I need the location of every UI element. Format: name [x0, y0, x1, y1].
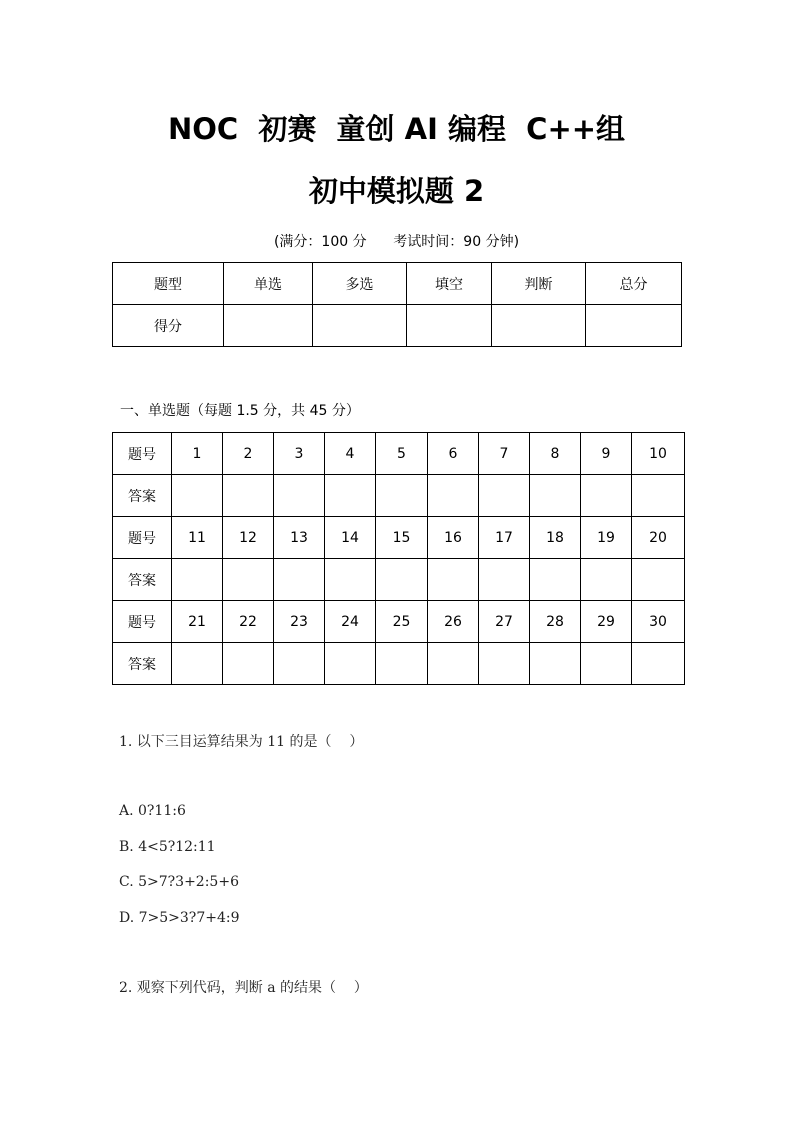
question-number-cell: 30: [632, 601, 685, 643]
question-number-cell: 10: [632, 433, 685, 475]
answer-cell: [376, 643, 428, 685]
number-label: 题号: [113, 517, 172, 559]
question-number-cell: 17: [479, 517, 530, 559]
header-cell: 题型: [113, 263, 224, 305]
answer-label: 答案: [113, 475, 172, 517]
question-1-option-a: A. 0?11:6: [119, 803, 186, 819]
answer-cell: [223, 559, 274, 601]
row-label: 得分: [113, 305, 224, 347]
answer-row: [113, 559, 685, 601]
answer-cell: [581, 643, 632, 685]
answer-cell: [581, 559, 632, 601]
question-number-cell: 4: [325, 433, 376, 475]
answer-row: [113, 475, 685, 517]
question-number-cell: 15: [376, 517, 428, 559]
document-subtitle-title: 初中模拟题 2: [308, 174, 485, 208]
score-cell: [407, 305, 492, 347]
header-cell: 多选: [313, 263, 407, 305]
question-number-cell: 20: [632, 517, 685, 559]
question-number-cell: 19: [581, 517, 632, 559]
header-cell: 填空: [407, 263, 492, 305]
answer-cell: [530, 475, 581, 517]
question-number-cell: 26: [428, 601, 479, 643]
answer-cell: [479, 643, 530, 685]
answer-cell: [632, 475, 685, 517]
question-number-cell: 13: [274, 517, 325, 559]
question-number-cell: 3: [274, 433, 325, 475]
question-number-cell: 22: [223, 601, 274, 643]
number-row: [113, 517, 685, 559]
number-row: [113, 601, 685, 643]
question-number-cell: 14: [325, 517, 376, 559]
question-number-cell: 21: [172, 601, 223, 643]
number-label: 题号: [113, 601, 172, 643]
answer-cell: [479, 559, 530, 601]
section-title: 一、单选题（每题 1.5 分，共 45 分）: [120, 403, 360, 419]
answer-cell: [274, 475, 325, 517]
score-cell: [224, 305, 313, 347]
number-label: 题号: [113, 433, 172, 475]
question-1-option-c: C. 5>7?3+2:5+6: [119, 874, 239, 890]
exam-info: (满分：100 分 考试时间：90 分钟): [273, 234, 520, 250]
question-number-cell: 16: [428, 517, 479, 559]
answer-cell: [632, 559, 685, 601]
answer-cell: [376, 475, 428, 517]
score-cell: [492, 305, 586, 347]
answer-cell: [428, 475, 479, 517]
answer-cell: [274, 559, 325, 601]
question-number-cell: 5: [376, 433, 428, 475]
score-cell: [313, 305, 407, 347]
answer-cell: [428, 559, 479, 601]
answer-cell: [325, 643, 376, 685]
answer-cell: [172, 559, 223, 601]
score-table: [112, 262, 682, 347]
question-1-option-d: D. 7>5>3?7+4:9: [119, 910, 240, 926]
number-row: [113, 433, 685, 475]
answer-cell: [479, 475, 530, 517]
answer-cell: [274, 643, 325, 685]
question-number-cell: 24: [325, 601, 376, 643]
answer-cell: [428, 643, 479, 685]
document-title: NOC 初赛 童创 AI 编程 C++组: [167, 112, 626, 146]
answer-cell: [172, 643, 223, 685]
header-cell: 总分: [586, 263, 682, 305]
question-number-cell: 7: [479, 433, 530, 475]
answer-cell: [581, 475, 632, 517]
score-table-score-row: [113, 305, 682, 347]
question-number-cell: 8: [530, 433, 581, 475]
question-2: 2. 观察下列代码，判断 a 的结果（ ）: [119, 980, 368, 996]
answer-cell: [325, 475, 376, 517]
score-cell: [586, 305, 682, 347]
question-number-cell: 23: [274, 601, 325, 643]
question-number-cell: 27: [479, 601, 530, 643]
answer-row: [113, 643, 685, 685]
question-number-cell: 11: [172, 517, 223, 559]
question-number-cell: 2: [223, 433, 274, 475]
header-cell: 单选: [224, 263, 313, 305]
answer-cell: [530, 643, 581, 685]
answer-cell: [223, 643, 274, 685]
answer-cell: [325, 559, 376, 601]
question-1-option-b: B. 4<5?12:11: [119, 839, 216, 855]
question-number-cell: 18: [530, 517, 581, 559]
question-1: 1. 以下三目运算结果为 11 的是（ ）: [119, 734, 364, 750]
question-number-cell: 6: [428, 433, 479, 475]
question-number-cell: 29: [581, 601, 632, 643]
question-number-cell: 12: [223, 517, 274, 559]
answer-label: 答案: [113, 559, 172, 601]
question-number-cell: 9: [581, 433, 632, 475]
answer-cell: [223, 475, 274, 517]
answer-label: 答案: [113, 643, 172, 685]
answer-cell: [632, 643, 685, 685]
answer-table: [112, 432, 685, 685]
question-number-cell: 25: [376, 601, 428, 643]
question-number-cell: 1: [172, 433, 223, 475]
question-number-cell: 28: [530, 601, 581, 643]
answer-cell: [172, 475, 223, 517]
answer-cell: [376, 559, 428, 601]
header-cell: 判断: [492, 263, 586, 305]
score-table-header-row: [113, 263, 682, 305]
answer-cell: [530, 559, 581, 601]
